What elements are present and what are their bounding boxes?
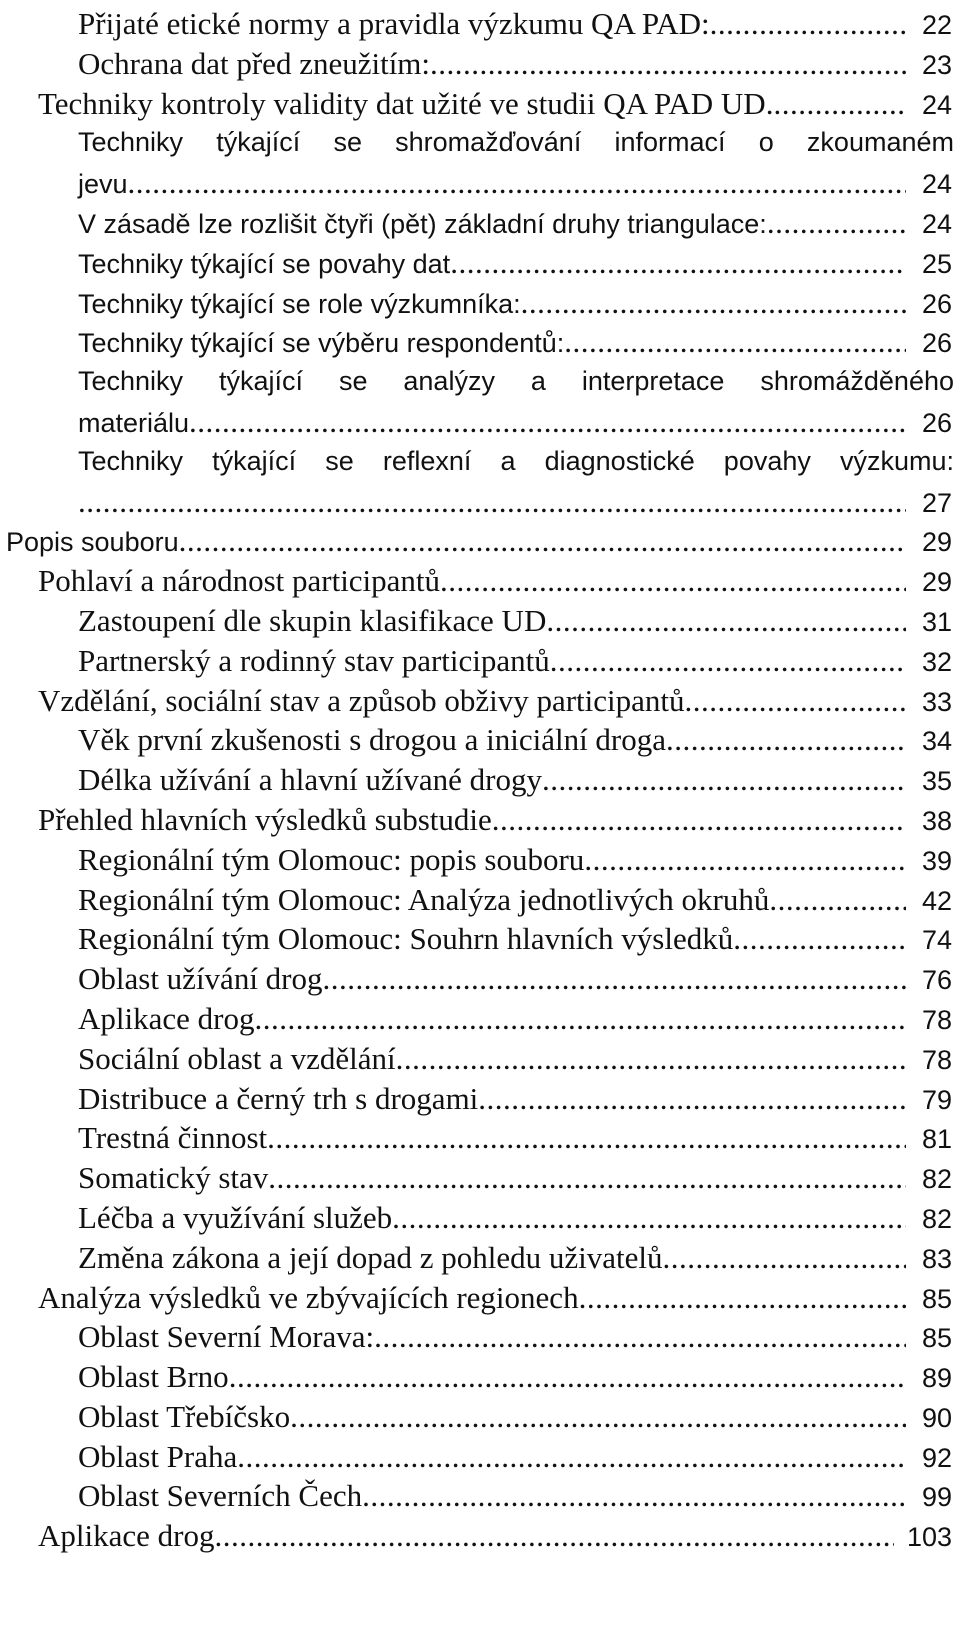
toc-entry-page: 103: [906, 1522, 952, 1553]
dot-leader: [767, 203, 906, 243]
toc-entry[interactable]: [0, 442, 960, 522]
toc-entry-page: 22: [921, 10, 952, 40]
toc-entry-title: Techniky týkající se výběru respondentů:: [78, 328, 565, 359]
toc-entry-page: 78: [921, 1004, 952, 1035]
dot-leader: [229, 1357, 906, 1397]
dot-leader: [478, 1079, 906, 1119]
toc-entry-title: Léčba a využívání služeb: [78, 1199, 393, 1235]
toc-entry-page: 26: [921, 407, 952, 438]
dot-leader: [685, 681, 906, 721]
toc-entry[interactable]: [0, 999, 960, 1039]
toc-entry[interactable]: [0, 203, 960, 243]
toc-entry-page: 29: [921, 567, 952, 598]
toc-entry-title: Věk první zkušenosti s drogou a iniciální droga: [78, 722, 667, 758]
toc-entry-page: 82: [921, 1164, 952, 1195]
toc-entry-title: Sociální oblast a vzdělání: [78, 1040, 396, 1076]
toc-entry-title: jevu: [78, 169, 128, 200]
dot-leader: [237, 1437, 906, 1477]
toc-entry-page: 74: [921, 925, 952, 956]
toc-entry-page: 25: [921, 248, 952, 279]
toc-entry-page: 24: [921, 169, 952, 200]
dot-leader: [542, 760, 906, 800]
dot-leader: [773, 84, 906, 124]
toc-entry-title: materiálu: [78, 407, 190, 438]
toc-entry[interactable]: [0, 362, 960, 442]
toc-entry[interactable]: [0, 84, 960, 124]
toc-entry-title: Somatický stav: [78, 1160, 269, 1196]
toc-entry[interactable]: [0, 1079, 960, 1119]
toc-entry-page: 81: [921, 1124, 952, 1155]
toc-entry-page: 99: [921, 1482, 952, 1513]
toc-entry-page: 76: [921, 965, 952, 996]
toc-entry-title: Přijaté etické normy a pravidla výzkumu QA PAD:: [78, 6, 710, 41]
toc-entry-title: Délka užívání a hlavní užívané drogy: [78, 762, 542, 798]
toc-entry[interactable]: [0, 959, 960, 999]
toc-entry-page: 79: [921, 1084, 952, 1115]
toc-entry-title: Regionální tým Olomouc: Analýza jednotlivých okruhů: [78, 881, 770, 917]
toc-entry[interactable]: [0, 1317, 960, 1357]
toc-entry[interactable]: [0, 1238, 960, 1278]
dot-leader: [769, 880, 906, 920]
toc-entry[interactable]: [0, 322, 960, 362]
toc-entry-page: 82: [921, 1203, 952, 1234]
toc-entry-page: 38: [921, 805, 952, 836]
dot-leader: [666, 720, 906, 760]
toc-entry-title: Trestná činnost: [78, 1120, 268, 1156]
toc-entry-title: Oblast Severní Morava:: [78, 1319, 375, 1355]
dot-leader: [128, 163, 906, 203]
toc-entry-title: Vzdělání, sociální stav a způsob obživy participantů: [38, 682, 685, 718]
toc-entry-page: 33: [921, 686, 952, 717]
toc-entry-page: 89: [921, 1363, 952, 1394]
toc-entry[interactable]: [0, 243, 960, 283]
toc-entry-title-line: Techniky týkající se analýzy a interpretace shromážděného: [78, 366, 954, 397]
toc-entry[interactable]: [0, 521, 960, 561]
toc-entry-title: Techniky týkající se role výzkumníka:: [78, 288, 521, 319]
toc-entry-page: 85: [921, 1323, 952, 1354]
dot-leader: [564, 322, 906, 362]
toc-entry[interactable]: [0, 1198, 960, 1238]
dot-leader: [254, 999, 906, 1039]
toc-entry[interactable]: [0, 1397, 960, 1437]
toc-entry-title: Oblast Severních Čech: [78, 1478, 363, 1514]
toc-entry[interactable]: [0, 1118, 960, 1158]
dot-leader: [440, 561, 906, 601]
toc-entry[interactable]: [0, 123, 960, 203]
toc-entry-page: 26: [921, 288, 952, 319]
dot-leader: [450, 243, 906, 283]
toc-entry-page: 90: [921, 1402, 952, 1433]
dot-leader: [267, 1118, 906, 1158]
toc-entry-title: Analýza výsledků ve zbývajících regionech: [38, 1279, 579, 1315]
toc-entry-title: Aplikace drog: [78, 1000, 255, 1036]
toc-entry-page: 29: [921, 527, 952, 558]
toc-entry[interactable]: [0, 919, 960, 959]
toc-entry[interactable]: [0, 760, 960, 800]
toc-entry-page: 83: [921, 1243, 952, 1274]
dot-leader: [323, 959, 906, 999]
toc-entry-title: Pohlaví a národnost participantů: [38, 563, 441, 599]
dot-leader: [179, 521, 906, 561]
toc-entry-title: Popis souboru: [6, 527, 179, 558]
dot-leader: [430, 44, 906, 84]
toc-entry[interactable]: [0, 880, 960, 920]
dot-leader: [290, 1397, 906, 1437]
toc-entry-title: Změna zákona a její dopad z pohledu uživatelů: [78, 1239, 663, 1275]
dot-leader: [579, 1278, 906, 1318]
toc-entry-page: 42: [921, 885, 952, 916]
dot-leader: [733, 919, 906, 959]
toc-entry[interactable]: [0, 601, 960, 641]
toc-entry[interactable]: [0, 1158, 960, 1198]
dot-leader: [362, 1476, 906, 1516]
toc-entry-title: Aplikace drog: [38, 1518, 215, 1554]
dot-leader: [392, 1198, 906, 1238]
toc-entry-title: Regionální tým Olomouc: popis souboru: [78, 841, 585, 877]
toc-entry-title-line: Techniky týkající se shromažďování informací o zkoumaném: [78, 127, 954, 158]
toc-entry[interactable]: [0, 800, 960, 840]
toc-entry-title: Oblast Brno: [78, 1359, 229, 1395]
toc-entry-page: 27: [921, 487, 952, 518]
toc-entry-title: Ochrana dat před zneužitím:: [78, 45, 431, 81]
dot-leader: [268, 1158, 906, 1198]
toc-entry-page: 34: [921, 726, 952, 757]
dot-leader: [546, 601, 906, 641]
toc-entry-page: 24: [921, 89, 952, 120]
toc-entry[interactable]: [0, 840, 960, 880]
toc-entry-title: Regionální tým Olomouc: Souhrn hlavních výsledků: [78, 921, 734, 957]
toc-entry-page: 23: [921, 49, 952, 80]
toc-entry-title-line: Techniky týkající se reflexní a diagnostické povahy výzkumu:: [78, 445, 954, 476]
toc-entry[interactable]: [0, 283, 960, 323]
toc-entry-title: Oblast Praha: [78, 1438, 238, 1474]
dot-leader: [396, 1039, 906, 1079]
toc-entry-title: Distribuce a černý trh s drogami: [78, 1080, 479, 1116]
toc-entry-title: Přehled hlavních výsledků substudie: [38, 801, 492, 837]
dot-leader: [374, 1317, 906, 1357]
dot-leader: [492, 800, 906, 840]
toc-entry[interactable]: [0, 720, 960, 760]
toc-entry[interactable]: [0, 44, 960, 84]
dot-leader: [710, 4, 906, 44]
toc-entry-page: 39: [921, 845, 952, 876]
toc-entry[interactable]: [0, 641, 960, 681]
dot-leader: [78, 482, 906, 522]
toc-entry-title: Techniky kontroly validity dat užité ve studii QA PAD UD.: [38, 85, 774, 121]
toc-entry-page: 32: [921, 646, 952, 677]
toc-entry-page: 31: [921, 606, 952, 637]
toc-entry-title: Zastoupení dle skupin klasifikace UD: [78, 602, 547, 638]
toc-entry[interactable]: [0, 1516, 960, 1556]
toc-entry-page: 35: [921, 766, 952, 797]
toc-entry-page: 92: [921, 1442, 952, 1473]
dot-leader: [214, 1516, 894, 1556]
toc-entry-page: 78: [921, 1044, 952, 1075]
dot-leader: [662, 1238, 906, 1278]
dot-leader: [189, 402, 906, 442]
toc-entry[interactable]: [0, 1476, 960, 1516]
toc-entry[interactable]: [0, 1357, 960, 1397]
toc-entry-page: 26: [921, 328, 952, 359]
toc-entry[interactable]: [0, 1437, 960, 1477]
toc-entry[interactable]: [0, 4, 960, 44]
toc-entry-title: Oblast užívání drog: [78, 961, 323, 997]
toc-entry[interactable]: [0, 561, 960, 601]
dot-leader: [521, 283, 906, 323]
toc-entry-title: Partnerský a rodinný stav participantů: [78, 642, 550, 678]
toc-entry[interactable]: [0, 1039, 960, 1079]
dot-leader: [584, 840, 906, 880]
toc-entry-title: V zásadě lze rozlišit čtyři (pět) základní druhy triangulace:: [78, 208, 767, 239]
toc-entry[interactable]: [0, 1278, 960, 1318]
toc-entry[interactable]: [0, 681, 960, 721]
toc-entry-title: Techniky týkající se povahy dat: [78, 248, 451, 279]
toc-entry-title: Oblast Třebíčsko: [78, 1398, 291, 1434]
toc-entry-page: 85: [921, 1283, 952, 1314]
dot-leader: [550, 641, 906, 681]
toc-entry-page: 24: [921, 208, 952, 239]
